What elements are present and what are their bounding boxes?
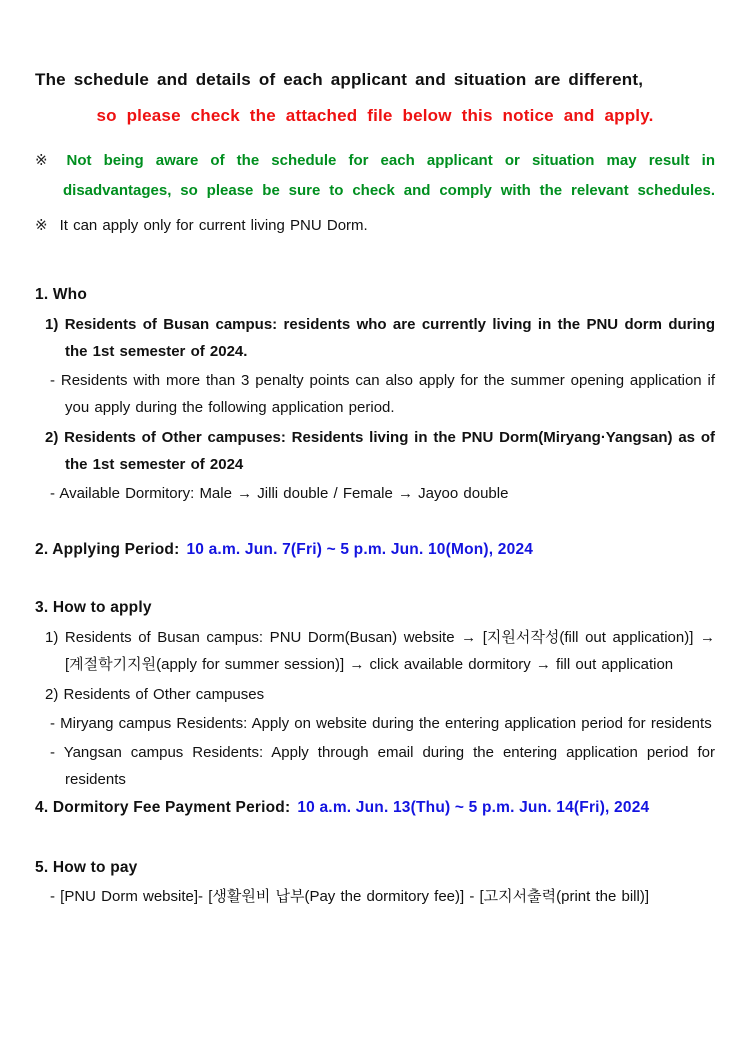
apply-item-yangsan: - Yangsan campus Residents: Apply through email during the entering application period for residents bbox=[50, 744, 715, 788]
reference-mark-icon: ※ bbox=[35, 217, 48, 234]
section-how-to-pay-heading: 5. How to pay bbox=[35, 859, 138, 876]
eligibility-note bbox=[35, 212, 715, 239]
pay-item-steps: - [PNU Dorm website]- [생활원비 납부(Pay the dormitory fee)] - [고지서출력(print the bill)] bbox=[50, 888, 650, 905]
section-applying-period bbox=[35, 536, 715, 563]
apply-item-other-campuses: 2) Residents of Other campuses bbox=[45, 686, 265, 703]
applying-period-dates: 10 a.m. Jun. 7(Fri) ~ 5 p.m. Jun. 10(Mon), 2024 bbox=[186, 541, 534, 558]
section-how-to-apply-heading: 3. How to apply bbox=[35, 599, 152, 616]
reference-mark-icon: ※ bbox=[35, 152, 55, 169]
who-item-other-campuses: 2) Residents of Other campuses: Residents living in the PNU Dorm(Miryang·Yangsan) as of the 1st semester of 2024 bbox=[45, 429, 715, 473]
who-item-busan: 1) Residents of Busan campus: residents who are currently living in the PNU dorm during the 1st semester of 2024. bbox=[45, 316, 715, 360]
apply-item-miryang: - Miryang campus Residents: Apply on website during the entering application period for residents bbox=[50, 715, 712, 732]
section-who-heading: 1. Who bbox=[35, 286, 87, 303]
schedule-warning-note bbox=[35, 146, 715, 206]
apply-item-busan: 1) Residents of Busan campus: PNU Dorm(Busan) website → [지원서작성(fill out application)] → [계절학기지원(apply for summer session)] → click available dormitory → fill out application bbox=[45, 629, 715, 673]
title-line-2: so please check the attached file below this notice and apply. bbox=[96, 106, 654, 125]
who-item-available-dormitory: - Available Dormitory: Male → Jilli double / Female → Jayoo double bbox=[50, 485, 509, 502]
section-payment-period bbox=[35, 794, 715, 821]
who-item-busan-penalty-note: - Residents with more than 3 penalty points can also apply for the summer opening application if you apply during the following application period. bbox=[50, 372, 715, 416]
eligibility-note-text: It can apply only for current living PNU Dorm. bbox=[59, 217, 368, 234]
title-line-1: The schedule and details of each applicant and situation are different, bbox=[35, 70, 644, 89]
notice-title bbox=[35, 62, 715, 134]
payment-period-label: 4. Dormitory Fee Payment Period: bbox=[35, 799, 291, 816]
applying-period-label: 2. Applying Period: bbox=[35, 541, 180, 558]
payment-period-dates: 10 a.m. Jun. 13(Thu) ~ 5 p.m. Jun. 14(Fri), 2024 bbox=[297, 799, 650, 816]
schedule-warning-text: Not being aware of the schedule for each applicant or situation may result in disadvantages, so please be sure to check and comply with the relevant schedules. bbox=[63, 152, 715, 199]
